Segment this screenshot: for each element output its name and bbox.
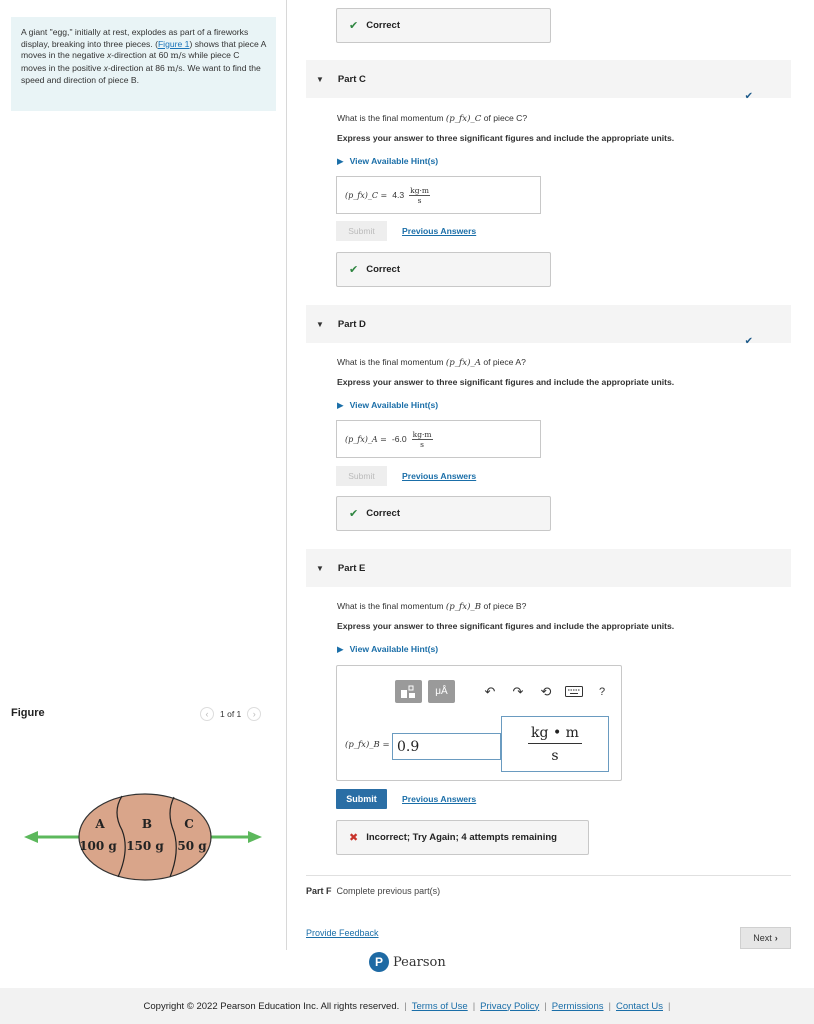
answer-lhs: (p_fx)_B = [345,740,390,750]
help-icon[interactable]: ? [598,685,606,698]
part-e-previous-answers-link[interactable]: Previous Answers [402,794,477,804]
permissions-link[interactable]: Permissions [551,1000,604,1012]
separator: | [404,1000,407,1012]
part-title: Part C [337,73,366,85]
divider [306,875,791,876]
question-var: (p_fx)_A [445,358,481,368]
pearson-logo-icon: P [369,952,389,972]
part-c-previous-answers-link[interactable]: Previous Answers [402,226,477,236]
check-icon: ✔ [349,264,359,276]
problem-text: while piece C moves in the positive [21,50,240,73]
brand-name: Pearson [393,954,446,970]
collapse-triangle-icon: ▼ [316,563,324,573]
problem-var: x [107,50,112,60]
problem-text: . We want to find the speed and direction of piece B. [21,62,261,85]
unit-num: kg·m [410,185,429,195]
piece-a-letter: A [95,817,105,831]
part-c-submit-button[interactable]: Submit [336,221,387,241]
keyboard-icon[interactable] [563,681,585,703]
problem-statement [11,17,276,111]
unit-den: s [420,439,425,449]
play-triangle-icon: ▶ [337,400,344,410]
value-input[interactable]: 0.9 [392,733,501,760]
problem-text: A giant "egg," initially at rest, explodes as part of a fireworks display, breaking into three pieces. ( [21,27,249,49]
part-e-header[interactable] [306,549,791,587]
collapse-triangle-icon: ▼ [316,74,324,84]
part-d-header[interactable] [306,305,791,347]
templates-button[interactable] [395,680,422,703]
play-triangle-icon: ▶ [337,156,344,166]
check-icon: ✔ [349,508,359,520]
part-title: Part D [337,318,366,330]
part-b-correct-status [336,8,551,43]
answer-lhs: (p_fx)_C = [345,190,388,200]
question-var: (p_fx)_C [445,114,482,124]
play-triangle-icon: ▶ [337,644,344,654]
question-text: What is the final momentum [337,601,446,611]
status-text: Correct [366,20,401,31]
part-d-express: Express your answer to three significant figures and include the appropriate units. [337,377,675,387]
next-button[interactable] [740,927,791,949]
unit-den: s [551,747,559,764]
terms-link[interactable]: Terms of Use [411,1000,468,1012]
part-e-express: Express your answer to three significant figures and include the appropriate units. [337,621,675,631]
hint-text: View Available Hint(s) [349,156,439,166]
piece-a-mass: 100 g [79,839,117,853]
part-title: Part E [337,562,366,574]
piece-c-mass: 50 g [177,839,207,853]
check-icon: ✔ [349,20,359,32]
collapse-triangle-icon: ▼ [316,319,324,329]
separator: | [472,1000,476,1012]
part-c-express: Express your answer to three significant figures and include the appropriate units. [337,133,675,143]
x-icon: ✖ [349,832,359,844]
part-c-answer [336,176,541,214]
reset-icon[interactable]: ⟲ [540,683,552,699]
part-e-question [337,601,526,612]
provide-feedback-link[interactable]: Provide Feedback [306,928,379,938]
unit-den: s [417,195,422,205]
part-title: Part F [306,886,332,896]
hint-text: View Available Hint(s) [349,644,439,654]
figure-label: Figure [11,707,45,719]
contact-link[interactable]: Contact Us [615,1000,663,1012]
unit-input[interactable] [501,716,609,772]
egg-figure [20,780,270,890]
part-c-header[interactable] [306,60,791,102]
pearson-brand [369,952,446,972]
part-c-hint-link[interactable] [337,156,438,167]
units-button[interactable]: μÅ [428,680,455,703]
next-label: Next [753,933,772,943]
answer-lhs: (p_fx)_A = [345,434,387,444]
part-e-hint-link[interactable] [337,644,438,655]
problem-text: -direction at 86 [107,62,168,73]
question-text: of piece B? [481,601,527,611]
part-d-buttons [336,466,476,486]
answer-unit [412,430,433,449]
templates-icon [400,685,417,699]
hint-text: View Available Hint(s) [349,400,439,410]
footer [0,988,814,1024]
part-e-incorrect-status [336,820,589,855]
problem-unit: m/s [167,63,183,74]
part-d-submit-button[interactable]: Submit [336,466,387,486]
separator: | [667,1000,671,1012]
part-d-question [337,357,526,368]
next-figure-button[interactable]: › [247,707,261,721]
separator: | [544,1000,547,1012]
status-text: Correct [366,264,401,275]
unit-num: kg • m [528,725,582,744]
part-complete-check-icon: ✔ [744,91,753,102]
copyright-text: Copyright © 2022 Pearson Education Inc. All rights reserved. [143,1000,400,1012]
piece-b-letter: B [141,817,153,831]
egg-shape [79,794,211,880]
arrow-left-head [24,831,38,843]
unit-num: kg·m [412,429,432,439]
question-text: of piece A? [480,357,526,367]
privacy-link[interactable]: Privacy Policy [480,1000,540,1012]
question-var: (p_fx)_B [445,602,482,612]
part-e-submit-button[interactable]: Submit [336,789,387,809]
part-f-text: Complete previous part(s) [336,886,441,896]
piece-c-letter: C [184,817,194,831]
redo-icon[interactable]: ↷ [512,683,524,699]
part-c-correct-status [336,252,551,287]
separator: | [608,1000,611,1012]
part-complete-check-icon: ✔ [744,336,753,347]
question-text: What is the final momentum [337,113,446,123]
part-d-correct-status [336,496,551,531]
problem-text: ) shows that piece A moves in the negative [21,38,266,60]
part-d-answer [336,420,541,458]
panel-divider [286,0,287,950]
piece-b-mass: 150 g [126,839,164,853]
problem-text: -direction at 60 [111,50,171,60]
part-c-buttons [336,221,476,241]
part-c-question [337,113,527,124]
chevron-right-icon: › [774,933,778,943]
prev-figure-button[interactable]: ‹ [200,707,214,721]
answer-unit [409,186,430,205]
editor-toolbar [395,680,613,703]
part-e-buttons [336,789,476,809]
keyboard-shape [565,686,583,697]
part-f-row [306,886,440,896]
question-text: of piece C? [481,113,528,123]
question-text: What is the final momentum [337,357,446,367]
part-d-hint-link[interactable] [337,400,438,411]
answer-value: 4.3 [392,190,405,200]
problem-unit: m/s [170,51,186,61]
figure-link[interactable]: Figure 1 [157,38,190,49]
arrow-right-head [248,831,262,843]
answer-value: -6.0 [391,434,407,444]
part-e-answer-editor [336,665,622,781]
problem-var: x [103,62,108,73]
part-d-previous-answers-link[interactable]: Previous Answers [402,471,477,481]
status-text: Incorrect; Try Again; 4 attempts remaining [366,832,557,843]
pager-text: 1 of 1 [220,709,242,719]
status-text: Correct [366,508,401,519]
undo-icon[interactable]: ↶ [484,683,496,699]
figure-pager [200,707,261,721]
